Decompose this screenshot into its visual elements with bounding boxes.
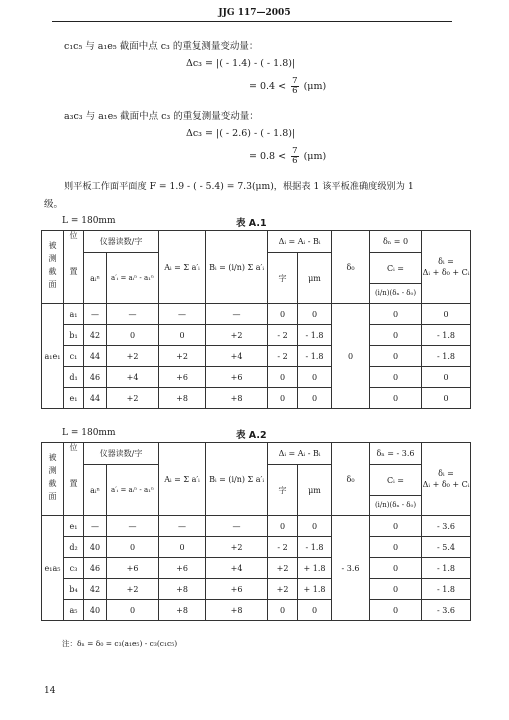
header-cell: δ₀ <box>332 443 370 516</box>
header-cell: δᵢ = Δᵢ + δ₀ + Cᵢ <box>422 231 471 304</box>
delta0-cell: - 3.6 <box>332 516 370 621</box>
cell: - 5.4 <box>422 537 471 558</box>
cell: 0 <box>107 537 159 558</box>
cell: 0 <box>159 325 206 346</box>
cell: +4 <box>107 367 159 388</box>
cell: 46 <box>84 558 107 579</box>
header-cell: Bᵢ = (i/n) Σ a′ᵢ <box>206 231 268 304</box>
header-cell: Δᵢ = Aᵢ - Bᵢ <box>268 231 332 253</box>
cell: 0 <box>370 367 422 388</box>
cell: 0 <box>268 367 298 388</box>
header-cell: (i/n)(δₙ - δ₀) <box>370 496 422 516</box>
flatness-conclusion-line: 则平板工作面平面度 F = 1.9 - ( - 5.4) = 7.3(μm)，根据表 1 该平板准确度级别为 1 <box>64 181 414 192</box>
cell: +4 <box>206 558 268 579</box>
header-cell: 字 <box>268 465 298 516</box>
cell: +2 <box>159 346 206 367</box>
section-label: a₁e₁ <box>42 304 64 409</box>
table-a2-length: L = 180mm <box>62 428 116 438</box>
cell: +8 <box>159 600 206 621</box>
cell: - 3.6 <box>422 516 471 537</box>
cell: - 2 <box>268 325 298 346</box>
header-cell: μm <box>298 465 332 516</box>
header-cell: 被测截面 <box>42 231 64 304</box>
cell: e₁ <box>64 388 84 409</box>
cell: 0 <box>268 388 298 409</box>
cell: - 1.8 <box>298 346 332 367</box>
cell: — <box>107 304 159 325</box>
equation-result-a: = 0.4 < $\frac{7}{6}$ (μm) <box>249 76 327 96</box>
cell: 44 <box>84 346 107 367</box>
cell: +6 <box>159 367 206 388</box>
cell: — <box>84 516 107 537</box>
header-cell: aᵢⁿ <box>84 253 107 304</box>
header-cell: 被测截面 <box>42 443 64 516</box>
header-cell: aᵢⁿ <box>84 465 107 516</box>
cell: 0 <box>422 367 471 388</box>
cell: 0 <box>159 537 206 558</box>
cell: +4 <box>206 346 268 367</box>
cell: +6 <box>107 558 159 579</box>
cell: 0 <box>298 600 332 621</box>
header-cell: δᵢ = Δᵢ + δ₀ + Cᵢ <box>422 443 471 516</box>
header-cell: Bᵢ = (i/n) Σ a′ᵢ <box>206 443 268 516</box>
cell: +2 <box>268 579 298 600</box>
cell: - 1.8 <box>422 346 471 367</box>
cell: +8 <box>159 579 206 600</box>
cell: +6 <box>206 367 268 388</box>
cell: +8 <box>206 388 268 409</box>
cell: - 2 <box>268 537 298 558</box>
table-row <box>42 304 471 325</box>
header-cell: δₙ = - 3.6 <box>370 443 422 465</box>
cell: 40 <box>84 537 107 558</box>
cell: 0 <box>107 600 159 621</box>
cell: - 1.8 <box>298 325 332 346</box>
cell: b₄ <box>64 579 84 600</box>
cell: - 1.8 <box>298 537 332 558</box>
cell: — <box>206 516 268 537</box>
cell: 42 <box>84 579 107 600</box>
paragraph-line-1: c₁c₅ 与 a₁e₅ 截面中点 c₃ 的重复测量变动量： <box>64 41 259 52</box>
running-header: JJG 117—2005 <box>218 8 291 18</box>
cell: — <box>159 516 206 537</box>
cell: 0 <box>370 537 422 558</box>
header-cell: 位置 <box>64 443 84 516</box>
cell: - 1.8 <box>422 325 471 346</box>
cell: + 1.8 <box>298 579 332 600</box>
header-cell: a′ᵢ = aᵢⁿ - a₁ⁿ <box>107 253 159 304</box>
cell: +2 <box>107 579 159 600</box>
table-row <box>42 537 471 558</box>
header-cell: δₙ = 0 <box>370 231 422 253</box>
table-row <box>42 388 471 409</box>
cell: +8 <box>159 388 206 409</box>
cell: 0 <box>298 304 332 325</box>
cell: 0 <box>370 516 422 537</box>
table-a1 <box>41 230 471 409</box>
cell: — <box>206 304 268 325</box>
header-cell: Cᵢ = <box>370 465 422 496</box>
table-a2 <box>41 442 471 621</box>
cell: d₁ <box>64 367 84 388</box>
table-row <box>42 325 471 346</box>
table-note: 注：δₙ = δ₀ = c₃(a₁e₅) - c₃(c₁c₅) <box>62 639 178 648</box>
cell: +2 <box>206 537 268 558</box>
header-cell: Aᵢ = Σ a′ᵢ <box>159 443 206 516</box>
cell: — <box>84 304 107 325</box>
cell: — <box>107 516 159 537</box>
cell: - 3.6 <box>422 600 471 621</box>
cell: b₁ <box>64 325 84 346</box>
cell: 42 <box>84 325 107 346</box>
header-cell: δ₀ <box>332 231 370 304</box>
cell: +2 <box>107 346 159 367</box>
header-rule <box>52 21 452 22</box>
table-row <box>42 367 471 388</box>
cell: - 1.8 <box>422 579 471 600</box>
cell: a₁ <box>64 304 84 325</box>
cell: 44 <box>84 388 107 409</box>
cell: e₁ <box>64 516 84 537</box>
cell: 0 <box>298 388 332 409</box>
cell: 0 <box>370 388 422 409</box>
delta0-cell: 0 <box>332 304 370 409</box>
table-row <box>42 346 471 367</box>
cell: +2 <box>107 388 159 409</box>
cell: + 1.8 <box>298 558 332 579</box>
cell: 0 <box>107 325 159 346</box>
flatness-conclusion-line-2: 级。 <box>44 199 64 210</box>
cell: - 1.8 <box>422 558 471 579</box>
cell: 0 <box>370 579 422 600</box>
header-cell: 位置 <box>64 231 84 304</box>
equation-result-b: = 0.8 < $\frac{7}{6}$ (μm) <box>249 146 327 166</box>
equation-delta-c3-b: Δc₃ = |( - 2.6) - ( - 1.8)| <box>186 128 296 139</box>
cell: +6 <box>206 579 268 600</box>
cell: 0 <box>370 304 422 325</box>
table-row <box>42 516 471 537</box>
cell: c₃ <box>64 558 84 579</box>
header-cell: μm <box>298 253 332 304</box>
equation-delta-c3-a: Δc₃ = |( - 1.4) - ( - 1.8)| <box>186 58 296 69</box>
cell: 0 <box>370 346 422 367</box>
cell: +8 <box>206 600 268 621</box>
cell: +2 <box>206 325 268 346</box>
fraction-7-6-b: $\frac{7}{6}$ <box>292 146 298 166</box>
cell: 0 <box>268 600 298 621</box>
header-cell: Cᵢ = <box>370 253 422 284</box>
page-number: 14 <box>44 686 56 696</box>
table-a1-length: L = 180mm <box>62 216 116 226</box>
cell: +6 <box>159 558 206 579</box>
cell: c₁ <box>64 346 84 367</box>
cell: — <box>159 304 206 325</box>
cell: d₂ <box>64 537 84 558</box>
table-a2-title: 表 A.2 <box>236 430 267 441</box>
section-label: e₁a₅ <box>42 516 64 621</box>
cell: 0 <box>422 388 471 409</box>
cell: 0 <box>298 516 332 537</box>
table-row <box>42 579 471 600</box>
cell: 0 <box>370 600 422 621</box>
fraction-7-6-a: $\frac{7}{6}$ <box>292 76 298 96</box>
paragraph-line-2: a₃c₃ 与 a₁e₅ 截面中点 c₃ 的重复测量变动量： <box>64 111 259 122</box>
header-cell: Aᵢ = Σ a′ᵢ <box>159 231 206 304</box>
table-row <box>42 558 471 579</box>
cell: 0 <box>370 325 422 346</box>
header-cell: 仪器读数/字 <box>84 231 159 253</box>
cell: 0 <box>268 516 298 537</box>
header-cell: Δᵢ = Aᵢ - Bᵢ <box>268 443 332 465</box>
cell: 0 <box>370 558 422 579</box>
cell: 0 <box>268 304 298 325</box>
cell: +2 <box>268 558 298 579</box>
table-row <box>42 600 471 621</box>
cell: 0 <box>298 367 332 388</box>
table-a1-title: 表 A.1 <box>236 218 267 229</box>
cell: 40 <box>84 600 107 621</box>
header-cell: a′ᵢ = aᵢⁿ - a₁ⁿ <box>107 465 159 516</box>
cell: a₅ <box>64 600 84 621</box>
header-cell: (i/n)(δₙ - δ₀) <box>370 284 422 304</box>
cell: 46 <box>84 367 107 388</box>
cell: - 2 <box>268 346 298 367</box>
header-cell: 仪器读数/字 <box>84 443 159 465</box>
header-cell: 字 <box>268 253 298 304</box>
cell: 0 <box>422 304 471 325</box>
